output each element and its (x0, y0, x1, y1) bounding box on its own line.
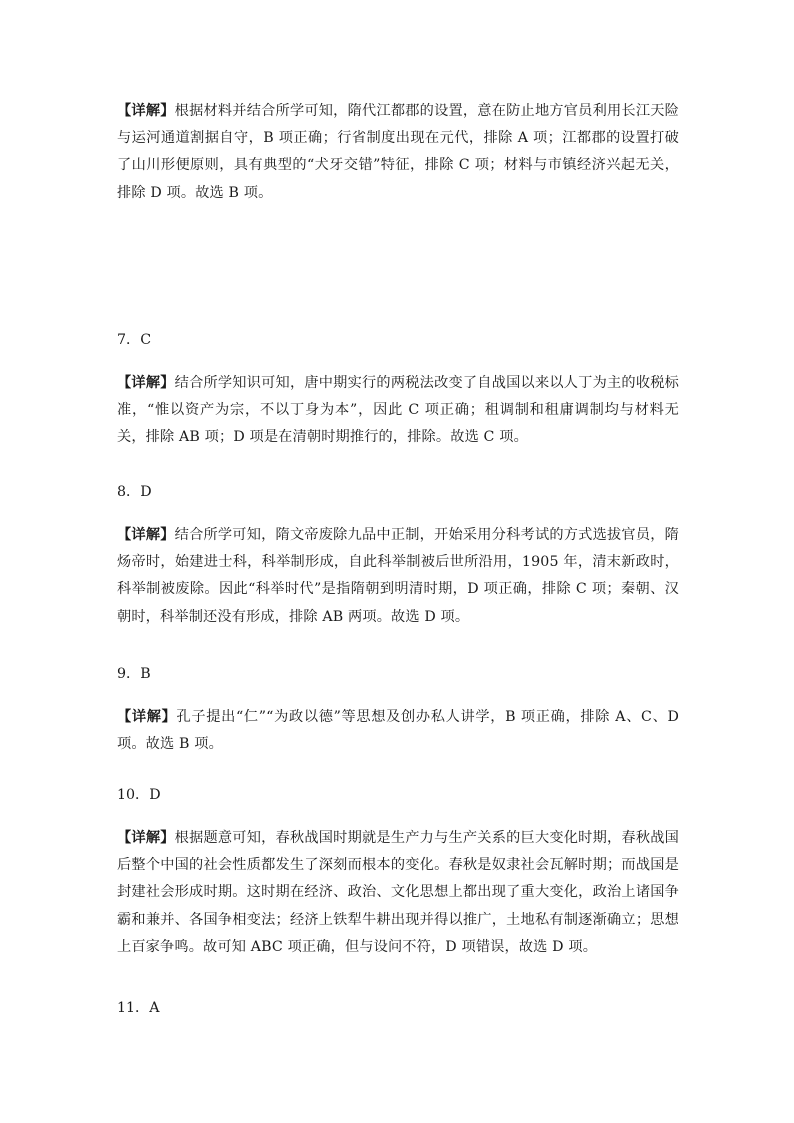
analysis-text: 结合所学知识可知，唐中期实行的两税法改变了自战国以来以人丁为主的收税标准，“惟以资产为宗，不以丁身为本”，因此 C 项正确；租调制和租庸调制均与材料无关，排除 AB 项；D 项是在清朝时期推行的，排除。故选 C 项。 (117, 375, 679, 446)
answer-9: 9．B (117, 666, 151, 682)
analysis-paragraph-6 (117, 98, 679, 207)
analysis-paragraph-10 (117, 825, 679, 961)
answer-8: 8．D (117, 484, 152, 500)
analysis-text: 结合所学可知，隋文帝废除九品中正制，开始采用分科考试的方式选拔官员，隋炀帝时，始建进士科，科举制形成，自此科举制被后世所沿用，1905 年，清末新政时，科举制被废除。因此“科举时代”是指隋朝到明清时期，D 项正确，排除 C 项；秦朝、汉朝时，科举制还没有形成，排除 AB 两项。故选 D 项。 (117, 527, 679, 625)
analysis-tag: 【详解】 (117, 709, 177, 725)
analysis-tag: 【详解】 (117, 103, 175, 119)
answer-7: 7．C (117, 332, 152, 348)
analysis-tag: 【详解】 (117, 375, 175, 391)
analysis-tag: 【详解】 (117, 527, 175, 543)
analysis-text: 根据材料并结合所学可知，隋代江都郡的设置，意在防止地方官员利用长江天险与运河通道割据自守，B 项正确；行省制度出现在元代，排除 A 项；江都郡的设置打破了山川形便原则，具有典型的“犬牙交错”特征，排除 C 项；材料与市镇经济兴起无关，排除 D 项。故选 B 项。 (117, 103, 679, 201)
analysis-text: 孔子提出“仁”“为政以德”等思想及创办私人讲学，B 项正确，排除 A、C、D 项。故选 B 项。 (117, 709, 679, 753)
analysis-paragraph-7 (117, 370, 679, 452)
answer-10: 10．D (117, 787, 161, 803)
analysis-text: 根据题意可知，春秋战国时期就是生产力与生产关系的巨大变化时期，春秋战国后整个中国的社会性质都发生了深刻而根本的变化。春秋是奴隶社会瓦解时期；而战国是封建社会形成时期。这时期在经济、政治、文化思想上都出现了重大变化，政治上诸国争霸和兼并、各国争相变法；经济上铁犁牛耕出现并得以推广，土地私有制逐渐确立；思想上百家争鸣。故可知 ABC 项正确，但与设问不符，D 项错误，故选 D 项。 (117, 830, 679, 955)
analysis-tag: 【详解】 (117, 830, 175, 846)
analysis-paragraph-9 (117, 704, 679, 758)
analysis-paragraph-8 (117, 522, 679, 631)
answer-11: 11．A (117, 1000, 160, 1016)
